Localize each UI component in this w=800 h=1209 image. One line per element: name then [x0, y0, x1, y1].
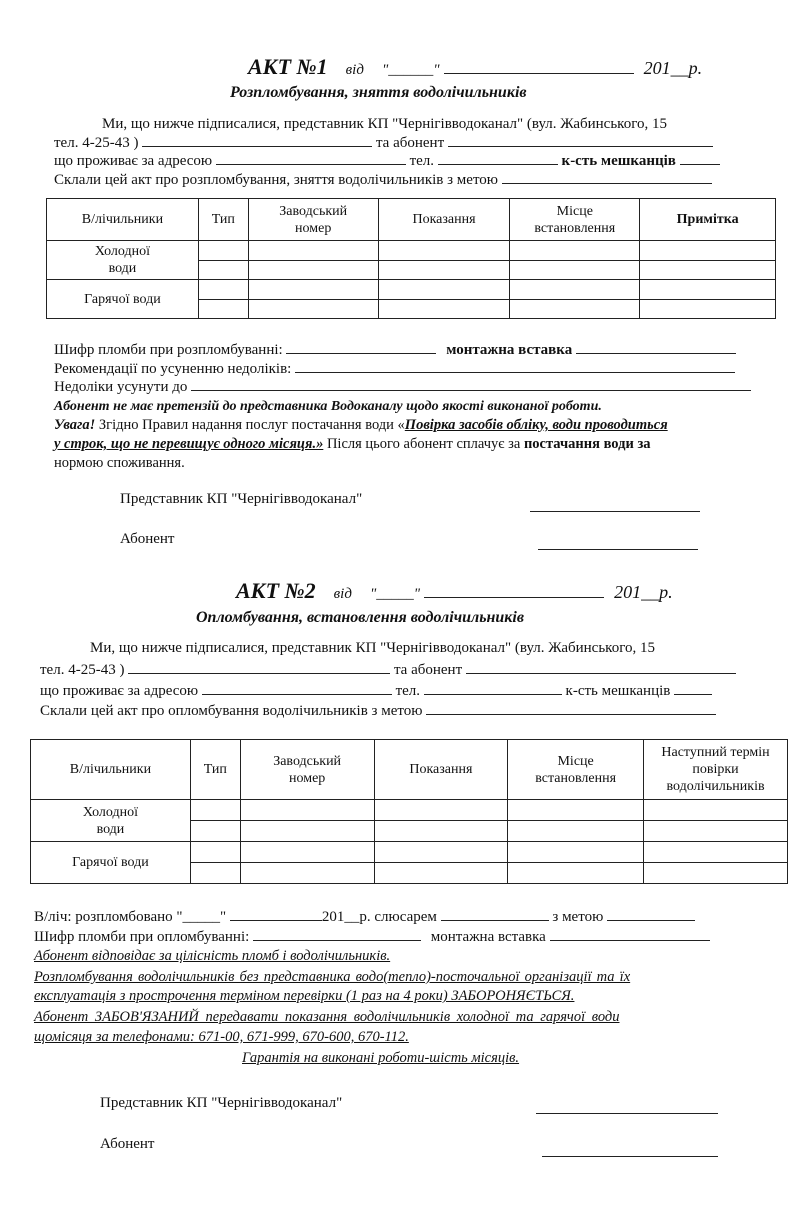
act1-warning-quote-2: у строк, що не перевищує одного місяця.»	[54, 436, 324, 452]
act1-seal-label: Шифр пломби при розпломбуванні:	[54, 342, 283, 358]
table-cell[interactable]	[508, 821, 644, 842]
act1-no-claims: Абонент не має претензій до представника Водоканалу щодо якості виконаної роботи.	[54, 399, 602, 414]
act1-header-reading: Показання	[378, 199, 510, 241]
act1-recommend-line	[54, 360, 735, 378]
act1-row-hot: Гарячої води	[47, 280, 199, 319]
act1-warning-line-2	[54, 435, 651, 453]
table-cell[interactable]	[644, 863, 788, 884]
act1-warning-after: Після цього абонент сплачує за	[326, 436, 521, 452]
act1-warning-quote-1: Повірка засобів обліку, води проводиться	[404, 417, 668, 433]
act1-rep-signature-line[interactable]	[530, 511, 700, 512]
act2-residents-blank[interactable]	[674, 682, 712, 695]
act1-intro-c	[54, 152, 720, 170]
table-cell[interactable]	[508, 800, 644, 821]
act2-organization-blank[interactable]	[128, 661, 390, 674]
act1-date-quote: "______"	[381, 62, 440, 78]
act2-purpose-blank[interactable]	[426, 702, 716, 715]
act1-organization-blank[interactable]	[142, 134, 372, 147]
table-cell[interactable]	[248, 300, 378, 319]
act2-date-year: 201__р.	[614, 582, 673, 602]
table-cell[interactable]	[508, 863, 644, 884]
table-cell[interactable]	[190, 842, 240, 863]
act1-recommend-label: Рекомендації по усуненню недоліків:	[54, 361, 292, 377]
act2-guarantee: Гарантія на виконані роботи-шість місяців.	[242, 1050, 520, 1066]
act2-obliged-2: щомісяця за телефонами: 671-00, 671-999, 670-600, 670-112.	[34, 1029, 409, 1045]
act2-intro-b-prefix: тел. 4-25-43 )	[40, 662, 125, 678]
act1-subscriber-label: Абонент	[120, 531, 175, 547]
act1-title: АКТ №1	[248, 54, 328, 79]
act2-subscriber-blank[interactable]	[466, 661, 736, 674]
act2-seal-label: Шифр пломби при опломбуванні:	[34, 929, 250, 945]
table-cell[interactable]	[198, 280, 248, 300]
act2-header-next-check-text: Наступний термін повірки водолічильників	[661, 745, 770, 794]
table-cell[interactable]	[508, 842, 644, 863]
table-cell[interactable]	[378, 280, 510, 300]
act1-purpose-label: Склали цей акт про розпломбування, зняття водолічильників з метою	[54, 172, 499, 188]
act2-subscriber-signature-line[interactable]	[542, 1156, 718, 1157]
act2-mount-label: монтажна вставка	[430, 929, 546, 945]
act1-intro-b-mid: та абонент	[375, 135, 445, 151]
table-cell[interactable]	[374, 800, 508, 821]
act1-warning-label: Увага!	[54, 417, 96, 433]
act2-header-next-check	[644, 740, 788, 800]
table-cell[interactable]	[378, 300, 510, 319]
table-cell[interactable]	[640, 300, 776, 319]
table-cell[interactable]	[198, 261, 248, 280]
act1-row-cold: Холодної води	[47, 241, 199, 280]
table-cell[interactable]	[374, 863, 508, 884]
table-cell[interactable]	[240, 800, 374, 821]
act1-defects-label: Недоліки усунути до	[54, 379, 188, 395]
act1-header-meters: В/лічильники	[47, 199, 199, 241]
table-cell[interactable]	[378, 241, 510, 261]
act2-unsealed-c: з метою	[552, 909, 604, 925]
table-cell[interactable]	[190, 821, 240, 842]
act2-header-location: Місце встановлення	[508, 740, 644, 800]
act1-residents-label: к-сть мешканців	[561, 153, 676, 169]
act2-title: АКТ №2	[236, 578, 316, 603]
table-cell[interactable]	[248, 280, 378, 300]
act2-forbidden-1: Розпломбування водолічильників без представника водо(тепло)-посточальної організації та їх	[34, 969, 631, 985]
act1-header-note: Примітка	[640, 199, 776, 241]
act2-forbidden-2: експлуатація з прострочення терміном перевірки (1 раз на 4 роки) ЗАБОРОНЯЄТЬСЯ.	[34, 988, 575, 1004]
table-cell[interactable]	[374, 821, 508, 842]
table-cell[interactable]	[510, 241, 640, 261]
act2-intro-a: Ми, що нижче підписалися, представник КП "Чернігівводоканал" (вул. Жабинського, 15	[90, 640, 655, 656]
act1-address-label: що проживає за адресою	[54, 153, 213, 169]
table-cell[interactable]	[644, 842, 788, 863]
table-cell[interactable]	[510, 300, 640, 319]
act2-rep-label: Представник КП "Чернігівводоканал"	[100, 1095, 343, 1111]
table-cell[interactable]	[644, 821, 788, 842]
act1-seal-line	[54, 341, 736, 359]
act2-row-cold: Холодної води	[31, 800, 191, 842]
act1-date-prefix: від	[345, 62, 364, 78]
table-cell[interactable]	[240, 863, 374, 884]
act2-meter-table	[30, 739, 788, 884]
act2-header-reading: Показання	[374, 740, 508, 800]
act2-unsealed-b: 201__р. слюсарем	[321, 909, 437, 925]
act1-purpose-blank[interactable]	[502, 171, 712, 184]
table-cell[interactable]	[240, 842, 374, 863]
act1-intro-d	[54, 171, 712, 189]
act2-unsealed-a: В/ліч: розпломбовано "_____"	[34, 909, 227, 925]
act1-intro-b	[54, 134, 713, 152]
act1-tel-label: тел.	[409, 153, 435, 169]
act2-mount-blank[interactable]	[550, 928, 710, 941]
act1-header-type: Тип	[198, 199, 248, 241]
act1-defects-line	[54, 378, 751, 396]
act2-header	[236, 578, 673, 604]
act1-intro-a: Ми, що нижче підписалися, представник КП "Чернігівводоканал" (вул. Жабинського, 15	[102, 116, 667, 132]
act2-intro-b-mid: та абонент	[393, 662, 463, 678]
act2-date-blank[interactable]	[424, 585, 604, 598]
act2-intro-c	[40, 682, 712, 700]
act1-defects-blank[interactable]	[191, 378, 751, 391]
act1-intro-b-prefix: тел. 4-25-43 )	[54, 135, 139, 151]
table-cell[interactable]	[240, 821, 374, 842]
table-cell[interactable]	[190, 800, 240, 821]
act1-header-serial: Заводський номер	[248, 199, 378, 241]
act1-warning-text: Згідно Правил надання послуг постачання води «	[98, 417, 405, 433]
act1-mount-blank[interactable]	[576, 341, 736, 354]
act1-recommend-blank[interactable]	[295, 360, 735, 373]
table-cell[interactable]	[374, 842, 508, 863]
act2-unsealed-line	[34, 908, 695, 926]
act2-purpose-label: Склали цей акт про опломбування водолічильників з метою	[40, 703, 423, 719]
table-cell[interactable]	[248, 261, 378, 280]
act2-date-prefix: від	[333, 586, 352, 602]
table-cell[interactable]	[510, 280, 640, 300]
act2-locksmith-blank[interactable]	[441, 908, 549, 921]
table-cell[interactable]	[190, 863, 240, 884]
act2-date-quote: "_____"	[369, 586, 421, 602]
act1-date-year: 201__р.	[643, 58, 703, 78]
act1-tel-blank[interactable]	[438, 152, 558, 165]
act1-header-location: Місце встановлення	[510, 199, 640, 241]
act1-mount-label: монтажна вставка	[446, 342, 573, 358]
act1-subtitle: Розпломбування, зняття водолічильників	[230, 84, 527, 101]
act2-obliged-1: Абонент ЗАБОВ'ЯЗАНИЙ передавати показання водолічильників холодної та гарячої води	[34, 1009, 620, 1025]
table-cell[interactable]	[378, 261, 510, 280]
act1-residents-blank[interactable]	[680, 152, 720, 165]
act1-warning-line-1	[54, 416, 668, 434]
act1-subscriber-blank[interactable]	[448, 134, 713, 147]
act2-row-hot: Гарячої води	[31, 842, 191, 884]
act2-seal-line	[34, 928, 710, 946]
act1-header	[248, 54, 702, 80]
act2-header-type: Тип	[190, 740, 240, 800]
act2-address-label: що проживає за адресою	[40, 683, 199, 699]
act2-rep-signature-line[interactable]	[536, 1113, 718, 1114]
act2-subscriber-label: Абонент	[100, 1136, 155, 1152]
act2-header-serial: Заводський номер	[240, 740, 374, 800]
act2-intro-d	[40, 702, 716, 720]
table-cell[interactable]	[644, 800, 788, 821]
table-cell[interactable]	[640, 261, 776, 280]
act2-seal-blank[interactable]	[253, 928, 421, 941]
table-cell[interactable]	[640, 241, 776, 261]
act2-unsealed-purpose-blank[interactable]	[607, 908, 695, 921]
act2-responsible: Абонент відповідає за цілісність пломб і водолічильників.	[34, 948, 391, 964]
table-cell[interactable]	[198, 300, 248, 319]
act2-unsealed-date-blank[interactable]	[230, 908, 322, 921]
act1-address-blank[interactable]	[216, 152, 406, 165]
act1-warning-bold: постачання води за	[523, 436, 651, 452]
table-cell[interactable]	[198, 241, 248, 261]
act2-header-meters: В/лічильники	[31, 740, 191, 800]
act2-intro-b	[40, 661, 736, 679]
act1-seal-blank[interactable]	[286, 341, 436, 354]
act2-subtitle: Опломбування, встановлення водолічильників	[196, 609, 524, 626]
act1-rep-label: Представник КП "Чернігівводоканал"	[120, 491, 363, 507]
act2-tel-blank[interactable]	[424, 682, 562, 695]
table-cell[interactable]	[510, 261, 640, 280]
act1-subscriber-signature-line[interactable]	[538, 549, 698, 550]
act1-date-blank[interactable]	[444, 61, 634, 74]
act1-meter-table	[46, 198, 776, 319]
table-cell[interactable]	[248, 241, 378, 261]
table-cell[interactable]	[640, 280, 776, 300]
act2-tel-label: тел.	[395, 683, 421, 699]
act2-address-blank[interactable]	[202, 682, 392, 695]
act1-warning-end: нормою споживання.	[54, 455, 185, 471]
act2-residents-label: к-сть мешканців	[565, 683, 671, 699]
